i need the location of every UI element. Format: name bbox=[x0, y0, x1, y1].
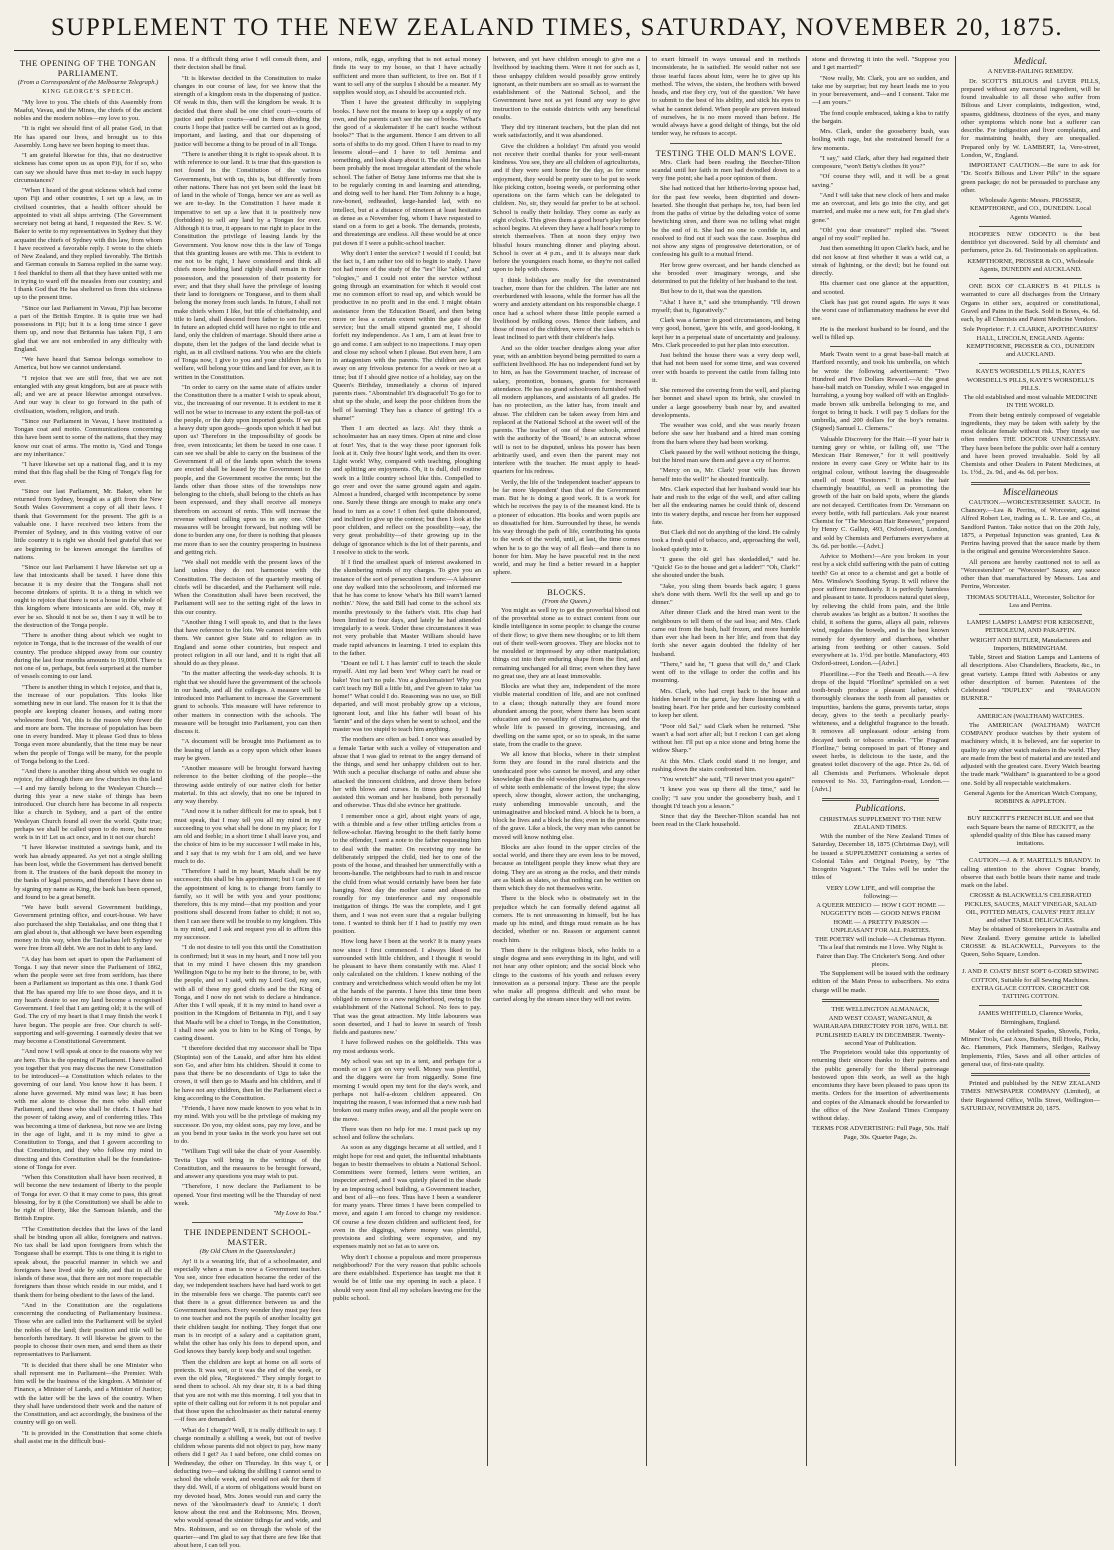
paragraph: "Of course they will, and it will be a great saving." bbox=[812, 173, 949, 190]
paragraph: "A day has been set apart to open the Parliament of Tonga. I say that never since the Parliament of 1862, when the people were set free from serfdom, has there been a Parliament so important as this one. I thank God that He has spared my life to see those days, and it is my heart's desire to see my land become a recognised Government. I feel that I am getting old; it is the will of God. The cry of my heart is that I may finish the work I have begun. The people are free. Our church is self-supporting and self-governing. I earnestly desire that we may become a Constitutional Government. bbox=[14, 956, 162, 1047]
advert-text: CAUTION.—WORCESTERSHIRE SAUCE. In Chancery.—Lea & Perrins, of Worcester, against Alfred Robert Lee, trading as L. R. Lee and Co., at Sandford Panton. Take notice that on the 20th July, 1875, a Perpetual Injunction was granted, Lea & Perrins having proved that the sauce made by them is the original and genuine Worcestershire Sauce. bbox=[961, 499, 1100, 557]
paragraph: stone and throwing it into the well. "Suppose you and I get married?" bbox=[812, 56, 949, 73]
paragraph: The mothers are often as bad. I once was assailed by a female Tartar with such a volley of vituperation and abuse that I was glad to retreat to the angry demand of the things, and send her unhappy children out to her. With such a peculiar discharge of oaths and abuse she attacked the innocent children, and drove them before her with blows and curses. In times gone by I had assisted this woman and her husband, both personally and otherwise. Thus did she evince her gratitude. bbox=[333, 736, 481, 810]
separator-rule bbox=[979, 1005, 1082, 1006]
paragraph: "Mercy on us, Mr. Clark! your wife has thrown herself into the well!" he shouted frantically. bbox=[652, 467, 800, 484]
separator-rule bbox=[511, 582, 622, 583]
paragraph: They did try itinerant teachers, but the plan did not work satisfactorily, and it was abandoned. bbox=[493, 124, 640, 141]
advert-text: Table, Street and Station Lamps and Lanterns of all descriptions. Also Chandeliers, Brackets, &c., in great variety. Lamps fitted with Asbestos or any other description of burner. Patentees of the Celebrated "DUPLEX" and "PARAGON BURNER." bbox=[961, 654, 1100, 704]
paragraph: Since that day the Beecher-Tilton scandal has not been read in the Clark household. bbox=[652, 813, 800, 830]
paragraph: ness. If a difficult thing arise I will consult them, and their decision shall be final. bbox=[174, 56, 321, 73]
paragraph: "We have built several Government buildings, Government printing office, and court-house. We have also purchased the ship Tauiakalaa, and one thing that I am glad about is, that although we have been expending money in this way, when the Taufaahau left Sydney we were free from all debt. We are not in debt to any land. bbox=[14, 904, 162, 954]
paragraph: "Another measure will be brought forward having reference to the better clothing of the people—the throwing aside entirely of our native cloth for better material. In this act slowly, that no one be injured in any way thereby. bbox=[174, 765, 321, 806]
advert-text: Maker of the celebrated Spades, Shovels, Forks, Miners' Tools, Cast Axes, Bushes, Bill Hooks, Picks, &c. Hammers, Pick Hammers, Sledges, Railway Implements, Files, Saws and all other articles of general use, of first-rate quality. bbox=[961, 1028, 1100, 1069]
double-rule bbox=[971, 482, 1090, 485]
paragraph: My school was set up in a tent, and perhaps for a month or so I got on very well. Money was plentiful, and the diggers were far from niggardly. Some fine morning I would open my tent for the day's work, and perhaps not half-a-dozen children appeared. On inquiring the reason, I was informed that a new rush had broken out many miles away, and all the people were on the move. bbox=[333, 1058, 481, 1124]
paragraph: "Friends, I have now made known to you what is in my mind. With you will be the privilege of making my successor. Do you, my oldest sons, pay my love, and be as you bend in your tasks in the work you have set out to do. bbox=[174, 1105, 321, 1146]
advert-display-line: THE WELLINGTON ALMANACK, bbox=[812, 1006, 949, 1014]
paragraph: onions, milk, eggs, anything that is not actual money finds its way to my house, so that I have actually sufficient and more than sufficient, to live on. But if I want to sell any of the surplus I should be a meaner. My supplies would stop, as I should be accounted rich. bbox=[333, 56, 481, 97]
paragraph: "Therefore I said in my heart, Maafu shall be my successor; this shall be his appointment; but I can see if the appointment of king is to change from family to family, so it will be with you and your positions; therefore, this is my mind—that my position and your positions shall descend from father to child; it not so, then I can see there will be trouble to my kingdom. This is my mind, and I ask and request you all to affirm this my successor. bbox=[174, 868, 321, 942]
paragraph: "It is right we should first of all praise God, in that He has spared our lives, and brought us to this Assembly. Long have we been hoping to meet thus. bbox=[14, 125, 162, 150]
paragraph: between, and yet have children enough to give me a livelihood by teaching them. Were it not for such as I, these unhappy children would possibly grow entirely ignorant, as their numbers are so small as to warrant the establishment of the National School, and the Government have not as yet found any way to give instruction to the outside districts with any beneficial results. bbox=[493, 56, 640, 122]
article-source: (From the Queen.) bbox=[493, 598, 640, 606]
advert-display-line: JAMES WHITFIELD, Clarence Works, Birmingham, England. bbox=[961, 1010, 1100, 1027]
section-heading: Publications. bbox=[812, 805, 949, 813]
advert-display-line: WRIGHT AND BUTLER, Manufacturers and Importers, BIRMINGHAM. bbox=[961, 637, 1100, 654]
paragraph: "I guess the old girl has skedaddled," said he. "Quick! Go to the house and get a ladder!" "Oh, Clark!" she shouted under the bush. bbox=[652, 556, 800, 581]
advert-display-line: J. AND P. COATS' BEST SOFT 6-CORD SEWING COTTON, Suitable for all Sewing Machines. EXTRA GLACE COTTON. CROCHET OR TATTING COTTON. bbox=[961, 968, 1100, 1001]
advert-display-line: Wholesale Agents: Messrs. PROSSER, KEMPTHORNE, and CO., DUNEDIN. Local Agents Wanted. bbox=[961, 197, 1100, 222]
advert-text: With the number of the New Zealand Times of Saturday, December 18, 1875 (Christmas Day), will be issued a SUPPLEMENT containing a series of Colonial Tales and Original Poetry, by "The Incognito Vagrant." The Tales will be under the titles of bbox=[812, 833, 949, 883]
paragraph: After dinner Clark and the hired man went to the neighbours to tell them of the sad loss; and Mrs. Clark came out from the bush, half frozen, and more humble than ever she had been in her life; and from that day forth she never again doubted the fidelity of her husband. bbox=[652, 609, 800, 659]
advert-text: All persons are hereby cautioned not to sell as "Worcestershire" or "Worcester" Sauce, any sauce other than that manufactured by Messrs. Lea and Perrins, Worcester. bbox=[961, 559, 1100, 592]
advert-display-line: KAYE'S WORSDELL'S PILLS, KAYE'S WORSDELL'S PILLS, KAYE'S WORSDELL'S PILLS. bbox=[961, 368, 1100, 393]
advert-display-line: CHRISTMAS SUPPLEMENT TO THE NEW ZEALAND TIMES. bbox=[812, 816, 949, 833]
paragraph: Mark Twain went to a great base-ball match at Hartford recently, and took his umbrella, on which he wrote the following advertisement: "Two Hundred and Five Dollars Reward.—At the great base-ball match on Tuesday, while I was engaged in hurrahing, a young boy walked off with an English-made brown silk umbrella belonging to me, and forgot to bring it back. I will pay 5 dollars for the umbrella, and 200 dollars for the boy's remains. (Signed) Samuel L. Clemens." bbox=[812, 351, 949, 434]
paragraph: We all know that blocks, where in their simplest form they are found in the rural districts and the uneducated poor who cannot be moved, and any other knowledge than the old wooden ploughs, the huge rows of white teeth emblematic of the lowest type; the slow speech, slow thought, slower action, the unchanging, rusty unbending immovable uncouth, and the unimaginative and blocked mind. A block he is born, a block he lives and a block he dies; even in the presence of the grave. Like a block, the very man who cannot be moved will know nothing else. bbox=[493, 751, 640, 842]
paragraph: There was then no help for me. I must pack up my school and follow the scholars. bbox=[333, 1126, 481, 1143]
separator-rule bbox=[979, 708, 1082, 709]
paragraph: His charmer cast one glance at the apparition, and scooted. bbox=[812, 280, 949, 297]
column-5 bbox=[652, 56, 800, 1466]
paragraph: "I therefore decided that my successor shall be Tipa (Siupinta) son of the Lauaki, and after him his eldest son Go, and after him his children. Should it come to pass that there be no descendants of Ugu to take the crown, it will then go to Maafu and his children, and if he have not any children, then let the Parliament elect a king according to the Constitution. bbox=[174, 1045, 321, 1103]
advert-display-line: KEMPTHORNE, PROSSER & CO., Wholesale Agents, DUNEDIN and AUCKLAND. bbox=[961, 258, 1100, 275]
paragraph: "Aha! I have it," said she triumphantly. "I'll drown myself; that is, figuratively." bbox=[652, 299, 800, 316]
paragraph: "There," said he, "I guess that will do," and Clark went off to the village to order the coffin and his mourning. bbox=[652, 661, 800, 686]
double-rule bbox=[822, 999, 939, 1002]
paragraph: I have followed rushes on the goldfields. This was my most arduous work. bbox=[333, 1039, 481, 1056]
paragraph: Mrs. Clark, who had crept back to the house and hidden herself in the garret, lay there listening with a beating heart. For her pride and her curiosity combined to keep her silent. bbox=[652, 688, 800, 721]
advert-display-line: VERY LOW LIFE, and will comprise the following:— bbox=[812, 885, 949, 902]
paragraph: Ay! it is a weaning life, that of a schoolmaster, and especially when a man is now a Government teacher. You see, since free education became the order of the day, we independent teachers have had hard work to get in the miserable fees we charge. The parents can't see that there is a great difference between us and the Government teachers. Every wonder they must pay fees to one teacher and not the pupils of another locality got their children taught for nothing. They forget that one man is in receipt of a salary and a capitation grant, whilst the other has only his fees to depend upon, and God knows they barely keep body and soul together. bbox=[174, 1258, 321, 1357]
paragraph: Clark has just got round again. He says it was the worst case of inflammatory madness he ever did see. bbox=[812, 299, 949, 324]
paragraph: At this Mrs. Clark could stand it no longer, and rushing down the stairs confronted him. bbox=[652, 758, 800, 775]
paragraph: What do I charge? Well, it is really difficult to say. I charge nominally a shilling a week, but out of twelve children whose parents did not object to pay, how many others did I get? As I said before, one child comes on Wednesday, the other on Thursday. In this way I, or deducting two—and taking the shilling I cannot send to school the whole week, and would not ask for them if they did. Well, if a storm of obligations would burst on my devoted head, Mrs. Jones would run and carry the news of the 'skoolmaster's dead' to Annie's; I don't know about the rest and the Robinsons; Mrs. Brown, who would spread the sinister tidings far and wide, and Mrs. Robinson, and so on through the whole of the quarter—and I'm glad to say that there are few like that about here, I can tell you. bbox=[174, 1427, 321, 1550]
paragraph: "Jake, you sling them boards back again; I guess she's done with them. We'll fix the well up and go to dinner." bbox=[652, 583, 800, 608]
advert-text: CAUTION.—J. & F. MARTELL'S BRANDY. In calling attention to the above Cognac brandy, observe that each bottle bears their name and trade mark on the label. bbox=[961, 857, 1100, 890]
advert-text: The AMERICAN (WALTHAM) WATCH COMPANY produce watches by their system of machinery which, it is believed, are far superior in quality to any other watch makers in the world. They are made from the best of material and are tested and adjusted with the greatest care. Every Watch bearing the trade mark "Waltham" is guaranteed to be a good one. Sold by all respectable watchmakers. bbox=[961, 722, 1100, 788]
paragraph: "I am grateful likewise for this, that no destructive sickness has come upon us as upon Fiji, for if so, who can say we should have thus met to-day in such happy circumstances? bbox=[14, 152, 162, 185]
paragraph: Clark passed by the well without noticing the things, but the hired man saw them and gave a cry of horror. bbox=[652, 449, 800, 466]
column-1 bbox=[14, 56, 162, 1466]
advert-display-line: BUY RECKITT'S FRENCH BLUE and see that each Square bears the name of RECKITT, as the splendid quality of this Blue has caused many imitations. bbox=[961, 815, 1100, 848]
paragraph: Mrs. Clark expected that her husband would tear his hair and rush to the edge of the well, and after calling her all the endearing names he could think of, descend into its watery depths, and rescue her from her supposed fate. bbox=[652, 486, 800, 527]
paragraph: Why don't I enter the service? I would if I could; but the fact is, I am rather too old to begin to study. I have not had more of the study of the "ies" like "ables," and "ologies," and I could not enter the service without going through an examination for which it would cost me no common effort to read up, and which would be productive in no profit and in the end. I might obtain assistance from the Education Board, and then being more or less a certain extent within the gate of the service; but the small stipend granted me, I should forfeit my independence. As I am, I am at least free to go and come. I am subject to no inspections. I may open and close my school when I please. But even here, I am in antagonism with the parents. The children are kept away on any frivolous pretence for a week or two at a time; but if I should give notice of a holiday, say on the Queen's Birthday, immediately a chorus of injured parents rises. "Abominable! It's disgraceful! To go for to shut up the shule, and keep the poor children from the bell of learning! They has a chance of getting! It's a shame!" bbox=[333, 250, 481, 423]
paragraph: "We have heard that Samoa belongs somehow to America, but how we cannot understand. bbox=[14, 356, 162, 373]
paragraph: As soon as any diggings became at all settled, and I might hope for rest and quiet, the influential inhabitants began to bestir themselves to obtain a National School. Committees were formed, letters were written, an inspector arrived, and I was quietly placed in the shade by an imposing school building, a Government teacher, and best of all—no fees. Thus have I been a wanderer for many years. Three times I have been compelled to move, and again I am forced to change my residence. Of course a few dozen children and sufficient feed, for even in the diggings, where money was plentiful, provisions and clothing were expensive, and my expenses mainly not so fat as to save on. bbox=[333, 1144, 481, 1251]
paragraph: But Clark did not do anything of the kind. He calmly took a fresh quid of tobacco, and, approaching the well, looked quietly into it. bbox=[652, 529, 800, 554]
advert-text: HOOPER'S NEW ODONTO is the best dentifrice yet discovered. Sold by all chemists' and perfumers, price 2s. 6d. Testimonials on application. bbox=[961, 231, 1100, 256]
paragraph: Verily, the life of the 'independent teacher' appears to be far more 'dependent' than that of the Government man. But he is doing a good work. It is a work for which he receives the pay is of the meanest kind. He is a pioneer of education. His books and worn pupils are so dissatisfied for him. Surrounded by these, he wends his way through the path of life, contributing his quota to the work of the world, until, at last, the time comes when he is to go the way of all flesh—and there is no honor for him. May he have peaceful rest in the next world, and may he find a better reward in a happier sphere. bbox=[493, 479, 640, 578]
separator-rule bbox=[979, 363, 1082, 364]
paragraph: Then I have the greatest difficulty in supplying books. I have not the means to keep up a supply of my own, and the parents can't see the use of books. "What's the good of a skulemaister if he can't teache without books?" That is the argument. Hence I am driven to all sorts of shifts to do my good. Often I have to read to my lessons aloud—and I have to tell Jemima and something, and look sharp about it. The old Jemima has been probably the most irregular attendant of the whole school. The father of Betsy Jane informs me that she is to be regularly coming in and learning and attending, and doing well to her hand. Her Tom Johnny is a huge, raw-boned, redheaded, large-handed lad, with no intellect, but at a distance of nineteen at least hesitates as dense as a November fog, whom I have requested to stand on a form to get a book. The demands, protests, and threatenings are endless. All these would be at once put down if I were a public-school teacher. bbox=[333, 99, 481, 248]
paragraph: "Since our last Parliament, Mr. Baker, when he returned from Sydney, brought as a gift from the New South Wales Government a copy of all their laws. I thank that Government for the present. The gift is a valuable one. I have received two letters from the Premier of Sydney, and in this visiting votive of our little country it is right we should feel grateful that we are beginning to be known amongst the families of nations. bbox=[14, 488, 162, 562]
column-rule bbox=[955, 56, 956, 1466]
paragraph: "Now really, Mr. Clark, you are so sudden, and take me by surprise; but my heart leads me to you in your bereavement, and—and I consent. Take me—I am yours." bbox=[812, 75, 949, 108]
column-rule bbox=[168, 56, 169, 1466]
paragraph: Advice to Mothers!—Are you broken in your rest by a sick child suffering with the pain of cutting teeth? Go at once to a chemist and get a bottle of Mrs. Winslow's Soothing Syrup. It will relieve the poor sufferer immediately. It is perfectly harmless and pleasant to taste. It produces natural quiet sleep, by relieving the child from pain, and the little cherub awakes 'as bright as a button.' It soothes the child, it softens the gums, allays all pain, relieves wind, regulates the bowels, and is the best known remedy for dysentery and diarrhoea, whether arising from teething or other causes. Sold everywhere at 1s. 1½d. per bottle. Manufactory, 493 Oxford-street, London.—[Advt.] bbox=[812, 553, 949, 669]
section-heading: Miscellaneous bbox=[961, 489, 1100, 497]
paragraph: to exert himself in ways unusual and in methods inconsiderate, he is satisfied. He would rather not see those tearful faces about him, were he to give up his method. The wives, the sisters, the brothers with bowed heads, and rise they cry, 'out of the question.' We have to submit to the best of his ability, and stick his eyes to what he cannot defend. When people are proven instead of ourselves, he is no more moved than before. He would always have a good delight of things, but the old tender way, he refuses to accept. bbox=[652, 56, 800, 139]
paragraph: "Another thing I will speak to, and that is the laws that have reference to the lots. We cannot interfere with them. We cannot give State aid to religion as in England and some other countries, but respect and protect religion in all our land, and it is right that all should do as they please. bbox=[174, 619, 321, 669]
paragraph: Just then something lit upon Clark's back, and he did not know at first whether it was a wild cat, a streak of lightning, or the devil; but he found out directly. bbox=[812, 245, 949, 278]
paragraph: "I knew you was up there all the time," said he coolly; "I saw you under the gooseberry bush, and I thought I'd teach you a lesson." bbox=[652, 786, 800, 811]
masthead-title: SUPPLEMENT TO THE NEW ZEALAND TIMES, SATURDAY, NOVEMBER 20, 1875. bbox=[0, 8, 1114, 48]
paragraph: "When this Constitution shall have been received, it will become the new testament of liberty to the people of Tonga for ever. O that it may come to pass, this great blessing, for by it (the Constitution) we shall be able to be right of liberty, like the Samoan Islands, and the British Empire. bbox=[14, 1174, 162, 1224]
separator-rule bbox=[979, 226, 1082, 227]
separator-rule bbox=[979, 278, 1082, 279]
newspaper-columns bbox=[14, 56, 1100, 1466]
article-subheading: KING GEORGE'S SPEECH. bbox=[14, 88, 162, 96]
advert-display-line: CROSSE & BLACKWELL'S CELEBRATED PICKLES, SAUCES, MALT VINEGAR, SALAD OIL, POTTED MEATS, CALVES' FEET JELLY and other TABLE DELICACIES. bbox=[961, 892, 1100, 925]
paragraph: Just behind the house there was a very deep well, that had not been used for some time, and was covered over with boards to prevent the cattle from falling into it. bbox=[652, 352, 800, 385]
article-source: (From a Correspondent of the Melbourne Telegraph.) bbox=[14, 79, 162, 87]
masthead bbox=[0, 8, 1114, 48]
paragraph: "And in the Constitution are the regulations concerning the conducting of Parliamentary business. Those who are called into the Parliament will be styled the nobles of the land; their position and title will be henceforth hereditary. It will likewise be given to the people to choose their own men, and send them as their representatives to Parliament. bbox=[14, 1302, 162, 1360]
paragraph: Mrs. Clark, under the gooseberry bush, was boiling with rage, but she restrained herself for a few moments. bbox=[812, 128, 949, 153]
separator-rule bbox=[670, 143, 782, 144]
advert-text: The Proprietors would take this opportunity of returning their sincere thanks to their patrons and the public generally for the liberal patronage bestowed upon this work, as well as the high encomiums they have been pleased to pass upon its merits. Orders for the insertion of advertisements and copies of the Almanack should be forwarded to the office of the New Zealand Times Company without delay. bbox=[812, 1049, 949, 1123]
paragraph: "I have likewise instituted a savings bank, and its work has already appeared. As yet not a single shilling has been lost, while the Government has derived benefit from it. The trustees of the bank deposit the money in the banks of legal persons, and therefore I have done so by signing my name as King, the bank has been opened, and found to be a great benefit. bbox=[14, 844, 162, 902]
advert-display-line: Sole Proprietor: F. J. CLARKE, APOTHECARIES' HALL, LINCOLN, ENGLAND. Agents: KEMPTHORNE, PROSSER & CO., DUNEDIN and AUCKLAND. bbox=[961, 326, 1100, 359]
advert-text: Printed and published by the NEW ZEALAND TIMES NEWSPAPER COMPANY (Limited), at their Registered Office, Willis Street, Wellington—SATURDAY, NOVEMBER 20, 1875. bbox=[961, 1080, 1100, 1113]
column-rule bbox=[806, 56, 807, 1466]
advert-text: The Supplement will be issued with the ordinary edition of the Main Press to subscribers. No extra charge will be made. bbox=[812, 970, 949, 995]
advert-display-line: General Agents for the American Watch Company, ROBBINS & APPLETON. bbox=[961, 790, 1100, 807]
article-heading: THE OPENING OF THE TONGAN PARLIAMENT. bbox=[14, 58, 162, 78]
paragraph: "Poor old Sal," said Clark when he returned. "She wasn't a bad sort after all; but I reckon I can get along without her. I'll put up a nice stone and bring home the widow Sharp." bbox=[652, 723, 800, 756]
paragraph: "My love to you. The chiefs of this Assembly from Maafui, Vavau, and the Mines, the chiefs of the ancient nobles and the modern nobles—my love to you. bbox=[14, 99, 162, 124]
paragraph: "We shall not meddle with the present laws of the land unless they do not harmonise with the Constitution. The decision of the quarterly meeting of chiefs will be discarded, and the Parliament will rule. When the Constitution shall have been received, the Parliament will see to the setting right of the laws in this our country. bbox=[174, 559, 321, 617]
paragraph: "And there is another thing about which we ought to rejoice, for although there are few churches in this land—I and my family belong to the Wesleyan Church—during this year a new stake of things has been introduced. Our church here has become in all respects like a church in Sydney, and a part of the entire Wesleyan Church found all over the world. Quite true; perhaps we shall be called upon to do more, but more work is in it! Let us act once, and in it not our church! bbox=[14, 768, 162, 842]
article-heading: BLOCKS. bbox=[493, 587, 640, 597]
advert-display-line: A NEVER-FAILING REMEDY. bbox=[961, 68, 1100, 76]
advert-display-line: LAMPS! LAMPS! LAMPS! FOR KEROSENE, PETROLEUM, AND PARAFFIN. bbox=[961, 619, 1100, 636]
paragraph: "I rejoice that we are still free, that we are not entangled with any great kingdom, but are at peace with all; and we are at peace likewise amongst ourselves. And our way is clear to go forward in the path of civilisation, wisdom, religion, and truth. bbox=[14, 375, 162, 416]
separator-rule bbox=[979, 852, 1082, 853]
column-4 bbox=[493, 56, 640, 1466]
paragraph: "And now it is rather difficult for me to speak, but I must speak, that I may tell you all my mind in my succeeding to you what shall be done in my place; for I am old and feeble; in a short time I shall leave you, and the choice of him to be my successor I will make in his, and I say that is my wish for I am old, and we have much to do. bbox=[174, 808, 321, 866]
paragraph: "There is another thing about which we ought to rejoice in Tonga, that is the increase of the wealth of our country. The produce shipped away from our country during the last four months amounts to 19,000l. There is not one of us, perhaps, but feels surprised at the number of vessels coming to our land. bbox=[14, 632, 162, 682]
separator-rule bbox=[979, 614, 1082, 615]
advert-display-line: AMERICAN (WALTHAM) WATCHES. bbox=[961, 713, 1100, 721]
article-source: (By Old Chum in the Queenslander.) bbox=[174, 1248, 321, 1256]
paragraph: Clark was a farmer in good circumstances, and being very good, honest, 'gave his wife, and good-looking, it kept her in a perpetual state of uncertainty and jealousy. Mrs. Clark proceeded to put her plan into execution. bbox=[652, 317, 800, 350]
column-7 bbox=[961, 56, 1100, 1466]
paragraph: Fluorilline.—For the Teeth and Breath.—A few drops of the liquid "Floriline" sprinkled on a wet tooth-brush produce a pleasant lather, which thoroughly cleanses the teeth from all parasites or impurities, hardens the gums, prevents tartar, stops decay, gives to the teeth a peculiarly pearly-whiteness, and a delightful fragrance to the breath. It removes all unpleasant odour arising from decayed teeth or tobacco smoke. "The Fragrant Floriline," being composed in part of Honey and sweet herbs, is delicious to the taste, and the greatest toilet discovery of the age. Price 2s. 6d. of all Chemists and Perfumers. Wholesale depot removed to No. 33, Farringdon-road, London.—[Advt.] bbox=[812, 671, 949, 795]
paragraph: She removed the covering from the well, and placing her bonnet and shawl upon its brink, she crawled in under a large gooseberry bush near by, and awaited developments. bbox=[652, 387, 800, 420]
paragraph: "In the matter affecting the week-day schools. It is right that we should have the government of the schools in our hands, and all the colleges. A measure will be introduced into Parliament to increase the Government grant to schools. This measure will have reference to other matters in connection with the schools. The measure will be brought into Parliament, you can then discuss it. bbox=[174, 670, 321, 736]
paragraph: And so the older teacher drudges along year after year, with an ambition beyond being permitted to earn a sufficient livelihood. He has no independent fund set by to him, as has the Government teacher, of increase of salary, promotion, bonuses, grants for increased attendance. He has no grand schoolroom furnished with all modern appliances, and assistants of all grades. He has no protection, as the latter has, from insult and abuse. The children can be taken away from him and replaced at the National School at the sweet will of the parents. The teacher of one of these schools, armed with the authority of the 'Board,' is an autocrat whose will is not to be disputed, unless his power has been arbitrarily used, and even then the parent may not interfere with the teacher. He must apply to head-quarters for his redress. bbox=[493, 345, 640, 477]
double-rule bbox=[822, 798, 939, 801]
masthead-rule bbox=[14, 50, 1100, 51]
advert-text: May be obtained of Storekeepers in Australia and New Zealand. Every genuine article is labelled CROSSE & BLACKWELL, Purveyors to the Queen, Soho Square, London. bbox=[961, 926, 1100, 959]
paragraph: "Since our last Parliament in Vavau, Fiji has become a part of the British Empire. It is quite true we had possessions in Fiji; but it is a long time since I gave them up, and now that Britannia has taken Fiji, I am glad that we are not embroiled in any difficulty with England. bbox=[14, 305, 162, 355]
column-3 bbox=[333, 56, 481, 1466]
advert-text: Dr. SCOTT'S BILIOUS and LIVER PILLS, prepared without any mercurial ingredient, will be found invaluable to all those who suffer from Bilious and Liver complaints, indigestion, wind, spasms, giddiness, dizziness of the eyes, and many other symptoms which none but a sufferer can describe. For indigestion and liver complaints, and for maintaining health, they are unequalled. Prepared only by W. LAMBERT, 1a, Vere-street, London, W., England. bbox=[961, 78, 1100, 161]
separator-rule bbox=[979, 963, 1082, 964]
column-rule bbox=[646, 56, 647, 1466]
paragraph: "Since our Parliament in Vavau, I have instituted a Tongan coat and motto. Communications concerning this have been sent to some of the nations, that they may know our coat of arms. The motto is, 'God and Tonga are my inheritance.' bbox=[14, 418, 162, 459]
paragraph: Her brow grew overcast, and her hands clenched as she brooded over imaginary wrongs, and she determined to put the fidelity of her husband to the test. bbox=[652, 262, 800, 287]
paragraph: Then there is the religious block, who holds to a single dogma and sees everything in its light, and will not hear any other opinion; and the social block who clings to the customs of his youth and refuses every innovation as a personal injury. These are the people who make all progress difficult and who must be carried along by the stream since they will not swim. bbox=[493, 947, 640, 1005]
advert-text: IMPORTANT CAUTION.—Be sure to ask for "Dr. Scott's Bilious and Liver Pills" in the square green package; do not be persuaded to purchase any other. bbox=[961, 162, 1100, 195]
paragraph: "I do not desire to tell you this until the Constitution is confirmed; but it was in my heart, and I now tell you that in my mind I have chosen this my grandson Wellington Ngu to be my heir to the throne, to be, with the people, and so I said, with my Lord God, my son, with all of these my good chiefs and be the King of Tonga, and I now do not wish to declare a hindrance. After this I will speak, if it is my mind to hand over a position in the Kingdom of Britannia in Fiji, and I say that Maafu will be a chief to Tonga, in the Constitution, I shall now ask you to him to be King of Tonga, by casting dissent. bbox=[174, 944, 321, 1043]
paragraph: "Oh! you dear creature!" replied she. "Sweet angel of my soul!" replied he. bbox=[812, 227, 949, 244]
paragraph: Mrs. Clark had been reading the Beecher-Tilton scandal until her faith in men had dwindled down to a very fine point; she had a poor opinion of them. bbox=[652, 159, 800, 184]
paragraph: "You wretch!" she said, "I'll never trust you again!" bbox=[652, 776, 800, 784]
paragraph: "It is likewise decided in the Constitution to make changes in our course of law, for we know that the strength of a kingdom rests in the dispensing of justice. Of weak in this, then will the kingdom be weak. It is decided that there shall be one chief court—courts of justice and police courts—and in them dividing the courts I hope that justice will be carried out as is good, important, and lasting, and that our dispensing of justice will become a thing to be proud of in all Tonga. bbox=[174, 75, 321, 149]
paragraph: He is the meekest husband to be found, and the well is filled up. bbox=[812, 326, 949, 343]
separator-rule bbox=[830, 346, 931, 347]
advert-display-line: A QUEER MEDICO — HOW I GOT HOME — NUGGETTY BOB — GOOD NEWS FROM HOME — A PRETTY PARSON — UNPLEASANT FOR ALL PARTIES. bbox=[812, 902, 949, 935]
article-signature: "My Love to You." bbox=[174, 1210, 321, 1218]
paragraph: There is the block who is obstinately set in the prejudice which he can formally defend against all comers. He is not unreasoning in himself, but he has made up his mind, and things must remain as he has decided, whether or no. Reason or argument cannot reach him. bbox=[493, 895, 640, 945]
advert-text: ONE BOX OF CLARKE'S B 41 PILLS is warranted to cure all discharges from the Urinary Organs in either sex, acquired or constitutional, Gravel and Pains in the Back. Sold in Boxes, 4s. 6d. each, by all Chemists and Patent Medicine Vendors. bbox=[961, 283, 1100, 324]
column-2 bbox=[174, 56, 321, 1466]
paragraph: "It is provided in the Constitution that some chiefs shall assist me in the difficult busi- bbox=[14, 1430, 162, 1447]
paragraph: "And now I will speak at once to the reasons why we are here. This is the opening of Parliament. I have called you together that you may discuss the new Constitution to be introduced—a Constitution which relates to the governing of our land. You know how it has been. I alone have governed. My mind was law; it has been with me alone to choose the men who shall enter Parliament, and these who shall be chiefs. I have had the power of taking away, and of conferring titles. This was becoming a time of darkness, but now we are living in the age of light, and it is my mind to give a Constitution to Tonga, and that I govern according to that Constitution, and they who follow my mind in directing and this Constitution shall be the foundation-stone of Tonga for ever. bbox=[14, 1048, 162, 1172]
paragraph: "I say," said Clark, after they had regained their composure, "won't Betty's clothes fit you?" bbox=[812, 155, 949, 172]
paragraph: "The Constitution decides that the laws of the land shall be binding upon all alike, foreigners and natives. No tax shall be laid upon foreigners from which the Tonguese shall be exempt. This is one thing it is right to speak about, the peaceful manner in which we and foreigners have lived side by side, and that in all the islands of these seas, that there are not more respectable foreigners than those which reside in our midst, and I thank them for being obedient to the laws of the land. bbox=[14, 1226, 162, 1300]
double-rule bbox=[971, 1073, 1090, 1076]
article-heading: TESTING THE OLD MAN'S LOVE. bbox=[652, 148, 800, 158]
paragraph: "And I will take that new clock of hers and make me an overcoat, and lets go into the city, and get married, and make me a new suit, for I'm glad she's gone." bbox=[812, 192, 949, 225]
paragraph: She had noticed that her hitherto-loving spouse had, for the past few weeks, been dispirited and down-hearted. She thought that perhaps he, too, had been led from the paths of virtue by the deluding voice of some bewitching siren, and there was no telling what might be the end of it. She had no one to confide in, and resolved to find out if such was the case. Josephus did not show any signs of progressive deterioration, or of confessing his guilt to a mutual friend. bbox=[652, 185, 800, 259]
article-heading: THE INDEPENDENT SCHOOL-MASTER. bbox=[174, 1227, 321, 1247]
paragraph: Blocks are also found in the upper circles of the social world, and there they are even less to be moved, because as intelligent people they know what they are doing. They are as strong as the rocks, and their minds are as blank as slates, so that nothing can be written on them which they do not themselves write. bbox=[493, 844, 640, 894]
paragraph: "William Tugi will take the chair of your Assembly. Tevita Ugu will bring in the writings of the Constitution, and the measures to be brought forward, and answer any questions you may wish to put. bbox=[174, 1148, 321, 1181]
paragraph: Valuable Discovery for the Hair.—If your hair is turning grey or white, or falling off, use "The Mexican Hair Renewer," for it will positively restore in every case Grey or White hair to its original colour, without leaving the disagreeable smell of most "Restorers." It makes the hair charmingly beautiful, as well as promoting the growth of the hair on bald spots, where the glands are not decayed. Certificates from Dr. Versmann on every bottle, with full particulars. Ask your nearest Chemist for "The Mexican Hair Renewer," prepared by Henry C. Gallup, 493, Oxford-street, London, and sold by Chemists and Perfumers everywhere at 3s. 6d. per bottle.—[Advt.] bbox=[812, 436, 949, 552]
advert-display-line: THE POETRY will include—A Christmas Hymn. 'Tis a leaf that reminds me I love. Why Night is Fairer than Day. The Cricketer's Song. And other pieces. bbox=[812, 936, 949, 969]
paragraph: "I have likewise set up a national flag, and it is my mind that this flag shall be the King of Tonga's flag for ever. bbox=[14, 461, 162, 486]
paragraph: I think holidays are really for the overstrained teacher, more than for the children. The latter are not overburdened with lessons, while the former has all the worry and anxiety attendant on his responsible charge. I once had a school where these little people earned a livelihood by milking cows. Hence their fathers, and those of most of the children, were of the class which is least inclined to part with their children's help. bbox=[493, 277, 640, 343]
column-rule bbox=[487, 56, 488, 1466]
column-rule bbox=[327, 56, 328, 1466]
paragraph: The weather was cold, and she was nearly frozen before she saw her husband and a hired man coming from the barn where they had been working. bbox=[652, 422, 800, 447]
paragraph: The fond couple embraced, taking a kiss to ratify the bargain. bbox=[812, 110, 949, 127]
paragraph: "There is another thing it is right to speak about. It is with reference to our land. It is true that this question is not found in the Constitution of the various Governments, but with us, this is, but differently from other nations. There has not yet been sold the least bit of land in the whole of Tonga, hence we are as well as we are to-day. In the Constitution I have made it imperative to set up a law that it is positively now (forbidden) to sell any land by a Tongan for ever. Although it is true, it appears to me right to place in the Constitution the privilege of leasing lands by the Government. You know now this is the law of Tonga that this granting leases are with me. This is evident to me not to be right, I have considered and think all chiefs more holding land rightly shall remain in their possession, and the possession of their posterity for ever; and that they shall have the privilege of leasing their land to foreigners or Tonguese, and to them shall belong the money from such lands. In future, I shall not make chiefs whom I like, but title of chieftainship, and title to land, shall descend from father to son for ever. In future an adopted child will have no right to title and land, only the children of marriage. Should there arise a dispute, then let the judges of the land decide what is right, as in all civilised nations. You who are the chiefs of Tonga now, I give to you and your children here in welfare, will belong your titles and land for ever, as it is written in the Constitution. bbox=[174, 151, 321, 382]
paragraph: "A document will be brought into Parliament as to the leasing of lands as a copy upon which other leases may be given. bbox=[174, 738, 321, 763]
paragraph: "In order to carry on the same state of affairs under the Constitution there is a matter I wish to speak about, viz., the increasing of our revenue. It is evident to me it will not be wise to increase to any extent the poll-tax of the people, or the duty upon imported goods. If we put a heavy duty upon goods—goods upon which it had but upon us! Therefore in the impossibility of goods be free, even intoxicants; let them be taxed in one case. I can see we shall be able to carry on the business of the Government if all of the lands upon which the towns are erected shall be leased by the Government to the people, and the Government receive the rents; but the lands other than those sites of the townships now belonging to the chiefs, shall belong to the chiefs as has been expressed, and they shall receive all moneys therefrom on account of rents. This will increase the revenue without calling upon us in any one. Other measures will be brought forward, but nothing will be done to burden any one, for there is nothing that pleases me more than to see the country prospering in business and getting rich. bbox=[174, 384, 321, 557]
paragraph: "Doant ee tell I. I has larnin' cuff to teach the skule myself. Aint my lad been 'ere! Whoy can't he read or bake! You isn't no pule. You a ghoulemaister! Why you can't teach my Bill a little bit, and I've given to take 'ua home!" What could I do. Reasoning was no use, so Bill departed, and will most probably grow up a vicious, ignorant lout, and like his father will boast of his 'larnin'' and of the days when he went to school, and the master was too stupid to teach him anything. bbox=[333, 660, 481, 734]
advert-text: From their being entirely composed of vegetable ingredients, they may be taken with safety by the most delicate female without risk. They timely use often renders THE DOCTOR UNNECESSARY. They have been before the public over half a century and have been proved invaluable. Sold by all Chemists and other Dealers in Patent Medicines, at 1s. 1½d., 2s. 9d., and 4s. 6d. per box. bbox=[961, 412, 1100, 478]
paragraph: "When I heard of the great sickness which had come upon Fiji and other countries, I set up a law, as in civilised countries, that a health officer should be appointed to visit all ships arriving. (The Government secretary not being at hand, I requested the Rev. S. W. Baker to write to my representatives in Sydney that they acquaint the chiefs of Sydney with this law, from whom I have received a favorable reply. I wrote to the chiefs of New Zealand, and they replied favorably. The British and German consuls in Samoa replied in the same way. I feel thankful to them all that they have united with me in trying to ward off the measles from our country; and I thank God that He has sheltered us from this sickness up to the present time. bbox=[14, 187, 162, 303]
advert-display-line: AND WEST COAST, WANGANUI, & WAIRARAPA DIRECTORY FOR 1876, WILL BE PUBLISHED EARLY IN DECEMBER. Twenty-second Year of Publication. bbox=[812, 1015, 949, 1048]
paragraph: If I find the smallest spark of interest awakened in the slumbering minds of my charges. To give you an instance of the sort of persecution I endure:—A labourer one day walked into the schoolroom, and informed me that he has come to know 'what's his Bill warn't larned nothin'.' Now, the said Bill had come to the school six months previously to the father's visit. His chap had been limited to four days, and lately he had attended irregularly to a week. Under these circumstances it was not very probable that Master William should have made rapid advances in learning. I tried to explain this to the father. bbox=[333, 559, 481, 658]
advert-display-line: The old established and most valuable MEDICINE IN THE WORLD. bbox=[961, 394, 1100, 411]
section-heading: Medical. bbox=[961, 58, 1100, 66]
paragraph: Give the children a holiday! I'm afraid you would not receive their cordial thanks for your well-meant kindness. You see, they are all children of agriculturists, and if they were sent home for the day, as for some enjoyment, they would be pretty sure to be put to work like picking cotton, hoeing weeds, or performing other operations on the farm which can be delegated to children. No, sir, they would far prefer to be at school. School is really their holiday. They come as early as eight o'clock. This gives them a good hour's play before school begins. At eleven they have a half hour's romp to stretch themselves. Then at noon they enjoy two blissful hours munching dinner and playing about. School is over at 4 p.m., and it is always near dark before the youngsters reach home, so they're not called upon to help with chores. bbox=[493, 143, 640, 275]
paragraph: Blocks are what they are, independent of the more visible material condition of life, and are not confined to a class; though naturally they are found more abundant among the poor, where there has been scant education and no versatility of circumstances, and the whole life is passed in growing, increasing, and dwelling on the same spot, or so to speak, in the same state, from the cradle to the grave. bbox=[493, 683, 640, 749]
advert-display-line: THOMAS SOUTHALL, Worcester, Solicitor for Lea and Perrins. bbox=[961, 594, 1100, 611]
paragraph: "There is another thing in which I rejoice, and that is, the increase of our population. This looks like something new in our land. The reason for it is that the people are keeping cleaner houses, and eating more wholesome food. Yet, this is the reason why fewer die and more are born. The increase of population has been one in every hundred. May it please God thus to bless Tonga even more abundantly, that the time may be near when the people of Tonga will be many, for the people of Tonga belong to the Lord. bbox=[14, 684, 162, 767]
paragraph: Then the children are kept at home on all sorts of pretexts. It was wet, or it was the end of the week, or even the old plea, "Registered." They simply forget to send them to school. Ah my dear sir, it is a bad thing that you are not with me this morning. I tell you that in spite of their calling out for reform it is not popular and that those upon the schoolmaster as their natural enemy—if fees are demanded. bbox=[174, 1359, 321, 1425]
column-6 bbox=[812, 56, 949, 1466]
separator-rule bbox=[192, 1222, 303, 1223]
paragraph: How long have I been at the work? It is many years now since I first commenced. I always liked to be surrounded with little children, and I thought it would be pleasant to have them constantly with me. Alas! I only calculated on the children. I knew nothing of the contrary and wretchedness which would often be my lot at the hands of the parents. I have this time time been obliged to remove to a new neighborhood, owing to the establishment of the National School. No fees to pay. That was the great attraction. My little labourers was soon deserted, and I had to leave in search of 'fresh fields and pastures new.' bbox=[333, 938, 481, 1037]
paragraph: You might as well try to get the proverbial blood out of the proverbial stone as to extract content from our kindle intelligence in some people: to change the course of their flow; to give them new thoughts; or to lift them out of their well-worn grooves. They are blocks not to be moulded or impressed by any other manipulation; things cut into their enduring shape from the first, and remaining unchanged for all time; even when they have no great use, they are at least immovable. bbox=[493, 607, 640, 681]
paragraph: Why don't I choose a populous and more prosperous neighborhood? For the very reason that public schools are there established. Experience has taught me that it would be of little use my opening in such a place. I should very soon find all my scholars leaving me for the public school. bbox=[333, 1254, 481, 1304]
paragraph: I remember once a girl, about eight years of age, with a thimble and a few other trifling articles from a fellow-scholar. Having brought to the theft fairly home to the offender, I sent a note to the father requesting him to deal with the matter. On receiving my note he deliberately stripped the child, tied her to one of the posts of the house, and thrashed her unmercifully with a broom-handle. The neighbours had to rush in and rescue the child from what would certainly have been her fate hanging. Next day the mother came and abused me roundly for my interference and my responsible instigation of things. He was the complete, and I got them, and I was not even sure that a regular bullying tone. I wanted to think her if I had to justify my own position. bbox=[333, 813, 481, 937]
paragraph: But how to do it, that was the question. bbox=[652, 288, 800, 296]
paragraph: Then I am decried as lazy. Ah! they think a schoolmaster has an easy times. Open at nine and close at four! Yes, that is the way these poor ignorant folk look at it. Only five hours' light work, and then its over. Light work! Why, compared with teaching, ploughing and splitting are enjoyments. Oh, it is dull, dull routine work in a little country school like this. Compelled to go over and over the same ground again and again. Almost a hundred, charged with incompetence by some one. Surely these things are enough to make any one's head to turn as a cow! I often feel quite dishonoured, and inclined to give up the contest; but then I look at the poor children, and reflect on the possibility—say, the very great probability—of their growing up in the deluge of ignorance which is the lot of their parents, and I resolve to stick to the work. bbox=[333, 425, 481, 557]
paragraph: "Therefore, I now declare the Parliament to be opened. Your first meeting will be the Thursday of next week. bbox=[174, 1183, 321, 1208]
paragraph: "It is decided that there shall be one Minister who shall represent me in Parliament—the Premier. With him will be the business of the kingdom. A Minister of Finance, a Minister of Lands, and a Minister of Justice; with the latter will be the laws of the country. When they shall have understood their work and the nature of the Constitution, and act accordingly, the business of the country will go on well. bbox=[14, 1362, 162, 1428]
advert-display-line: TERMS FOR ADVERTISING: Full Page, 50s. Half Page, 30s. Quarter Page, 2s. bbox=[812, 1125, 949, 1142]
paragraph: "Since our last Parliament I have likewise set up a law that intoxicants shall be taxed. I have done this because it is my desire that the Tongans shall not become drinkers of spirits. It is a thing in which we ought to rejoice that there is not a house in the whole of this kingdom where intoxicants are sold. Oh, may it ever be so. Should it not be so, then I say it will be to the destruction of the Tonga people. bbox=[14, 564, 162, 630]
separator-rule bbox=[979, 810, 1082, 811]
